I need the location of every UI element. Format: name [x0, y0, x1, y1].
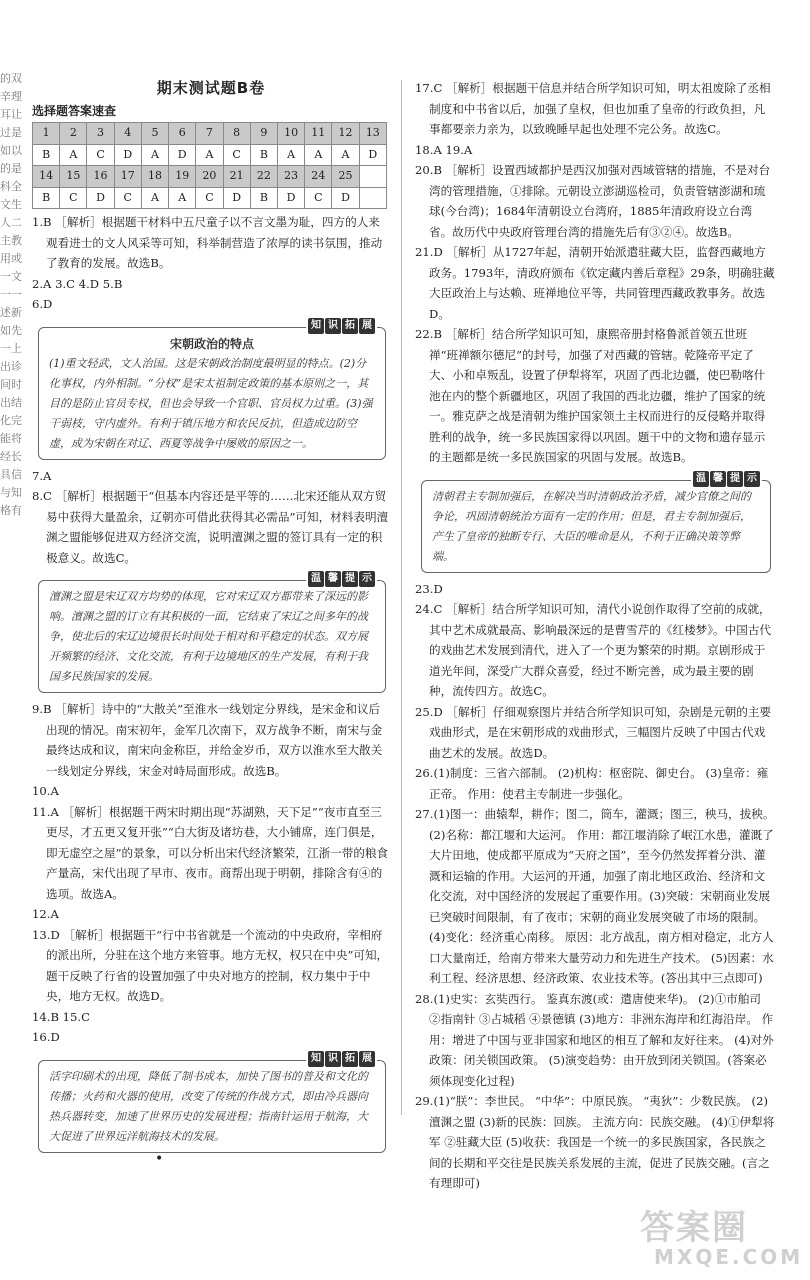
- question-number-cell: 21: [223, 166, 250, 188]
- question-number-cell: 19: [169, 166, 196, 188]
- answer-letter-cell: [359, 187, 386, 209]
- answer-q24: 24.C ［解析］结合所学知识可知，清代小说创作取得了空前的成就，其中艺术成就最高、影响最深远的是曹雪芹的《红楼梦》。中国古代的戏曲艺术发展到清代，进入了一个更为繁荣的时期。京剧形成于道光年间，深受广大群众喜爱，经过不断完善，成为最主要的剧种，流传四方。故选C。: [415, 602, 772, 698]
- knowledge-box-inventions: [38, 1052, 386, 1153]
- answer-letter-cell: B: [250, 144, 277, 166]
- answer-letter-cell: A: [196, 144, 223, 166]
- tip-badge: 温 馨 提 示: [306, 571, 377, 587]
- answer-letter-cell: B: [33, 144, 60, 166]
- page-edge-text: 的双辛理耳让过是如以的是科全文生人二主教用或一文一一述新如先一上出诊间时出结化完能将经长具信与知格有: [0, 72, 22, 517]
- question-number-cell: 5: [141, 123, 168, 145]
- column-divider: [401, 80, 402, 1115]
- watermark-line1: 答案圈: [640, 1208, 748, 1248]
- answer-q27: 27.(1)图一：曲辕犁，耕作；图二，筒车，灌溉；图三，秧马，拔秧。(2)名称：都江堰和大运河。 作用：都江堰消除了岷江水患，灌溉了大片田地，使成都平原成为“天府之国”，至今仍然发挥着分洪、灌溉和运输的作用。大运河的开通，加强了南北地区政治、经济和文化交流，对中国经济的发展起了重要作用。(3)突破：宋朝商业发展已突破时间限制，有了夜市；宋朝的商业发展突破了市场的限制。 (4)变化：经济重心南移。 原因：北方战乱，南方相对稳定，北方人口大量南迁，给南方带来大量劳动力和先进生产技术。 (5)因素：水利工程、经济思想、经济政策、农业技术等。(答出其中三点即可): [415, 807, 775, 985]
- answer-letter-cell: C: [87, 144, 114, 166]
- answer-q2-5: 2.A 3.C 4.D 5.B: [32, 276, 123, 291]
- answer-letter-cell: C: [60, 187, 87, 209]
- question-number-cell: 20: [196, 166, 223, 188]
- question-number-cell: 9: [250, 123, 277, 145]
- answer-q20: 20.B ［解析］设置西域都护是西汉加强对西域管辖的措施，不是对台湾的管理措施，①排除。元朝设立澎湖巡检司，负责管辖澎湖和琉球(今台湾)；1684年清朝设立台湾府，1885年清政府设立台湾省。故历代中央政府管理台湾的措施先后有③②④。故选B。: [415, 163, 771, 239]
- answer-letter-cell: D: [87, 187, 114, 209]
- answer-q18-19: 18.A 19.A: [415, 142, 473, 157]
- answer-letter-cell: A: [141, 144, 168, 166]
- question-number-cell: 16: [87, 166, 114, 188]
- question-number-cell: 23: [277, 166, 304, 188]
- knowledge-box-title: 宋朝政治的特点: [169, 336, 254, 351]
- answer-q26: 26.(1)制度：三省六部制。 (2)机构：枢密院、御史台。 (3)皇帝：雍正帝。 作用：使君主专制进一步强化。: [415, 766, 769, 801]
- question-number-cell: 11: [305, 123, 332, 145]
- answer-q9: 9.B ［解析］诗中的“大散关”至淮水一线划定分界线，是宋金和议后出现的情况。南宋初年，金军几次南下，双方战争不断，南宋与金最终达成和议，南宋向金称臣，并给金岁币，双方以淮水至大散关一线划定分界线，宋金对峙局面形成。故选B。: [32, 702, 383, 778]
- answer-letter-cell: D: [169, 144, 196, 166]
- question-number-cell: 18: [141, 166, 168, 188]
- tip-box-text: 澶渊之盟是宋辽双方均势的体现，它对宋辽双方都带来了深远的影响。澶渊之盟的订立有其积极的一面，它结束了宋辽之间多年的战争，使北后的宋辽边境很长时间处于相对和平稳定的状态。双方展开频繁的经济、文化交流，有利于边境地区的生产发展，有利于我国多民族国家的发展。: [49, 590, 368, 683]
- answer-letter-cell: D: [332, 187, 359, 209]
- answer-q10: 10.A: [32, 784, 59, 798]
- answer-letter-cell: A: [305, 144, 332, 166]
- answer-q8: 8.C ［解析］根据题干“但基本内容还是平等的……北宋还能从双方贸易中获得大量盈余，辽朝亦可借此获得其必需品”可知，材料表明澶渊之盟能够促进双方经济交流，说明澶渊之盟的签订具有一定的积极意义。故选C。: [32, 489, 389, 565]
- knowledge-badge: 知 识 拓 展: [306, 1051, 377, 1067]
- question-number-cell: 12: [332, 123, 359, 145]
- tip-badge: 温 馨 提 示: [691, 471, 762, 487]
- tip-box-qing: [421, 472, 771, 573]
- question-number-cell: 7: [196, 123, 223, 145]
- left-column: [32, 78, 390, 1159]
- watermark-line2: MXQE.COM: [654, 1245, 804, 1269]
- question-number-cell: 4: [114, 123, 141, 145]
- question-number-cell: 6: [169, 123, 196, 145]
- answer-q12: 12.A: [32, 907, 59, 921]
- answer-letter-cell: D: [277, 187, 304, 209]
- knowledge-box-text: (1)重文轻武，文人治国。这是宋朝政治制度最明显的特点。(2)分化事权，内外相制。“分权”是宋太祖制定政策的基本原则之一，其目的是防止官员专权，但也会导致一个官职、官员权力过重。(3)强干弱枝，守内虚外。有利于镇压地方和农民反抗，但造成边防空虚，成为宋朝在对辽、西夏等战争中屡败的原因之一。: [49, 356, 373, 450]
- knowledge-badge: 知 识 拓 展: [306, 318, 377, 334]
- answer-letter-cell: D: [359, 144, 386, 166]
- answer-q21: 21.D ［解析］从1727年起，清朝开始派遣驻藏大臣，监督西藏地方政务。1793年，清政府颁布《钦定藏内善后章程》29条，明确驻藏大臣政治上与达赖、班禅地位平等，共同管理西藏政教事务。故选D。: [415, 245, 775, 321]
- answer-letter-cell: C: [114, 187, 141, 209]
- answer-letter-cell: A: [277, 144, 304, 166]
- answer-q11: 11.A ［解析］根据题干两宋时期出现“苏湖熟，天下足”“夜市直至三更尽，才五更又复开张”“白大街及诸坊巷，大小铺席，连门俱是，即无虚空之屋”的景象，可以分析出宋代经济繁荣，江浙一带的粮食产量高，宋代出现了早市、夜市。商帮出现于明朝，排除含有④的选项。故选A。: [32, 804, 389, 901]
- question-number-cell: 15: [60, 166, 87, 188]
- right-column: [415, 78, 775, 1194]
- answer-letter-cell: B: [250, 187, 277, 209]
- question-number-cell: 25: [332, 166, 359, 188]
- answer-heading: 选择题答案速查: [32, 103, 117, 118]
- tip-box-text: 清朝君主专制加强后，在解决当时清朝政治矛盾，减少官僚之间的争论，巩固清朝统治方面有一定的作用；但是，君主专制加强后，产生了皇帝的独断专行、大臣的唯命是从，不利于正确决策等弊端。: [432, 489, 751, 563]
- answer-q23: 23.D: [415, 581, 443, 596]
- page-title: 期末测试题B卷: [156, 79, 266, 97]
- question-number-cell: 22: [250, 166, 277, 188]
- knowledge-box-song: [38, 319, 386, 460]
- answer-letter-cell: C: [305, 187, 332, 209]
- answer-q22: 22.B ［解析］结合所学知识可知，康熙帝册封格鲁派首领五世班禅“班禅额尔德尼”的封号，加强了对西藏的管辖。乾隆帝平定了大、小和卓叛乱，设置了伊犁将军，巩固了西北边疆，使巴勒喀什池在内的整个新疆地区，巩固了我国的西北边疆，维护了国家的统一。雅克萨之战是清朝为维护国家领土主权而进行的反侵略并取得胜利的战争，统一多民族国家得以巩固。题干中的文物和遗存显示的主题都是统一多民族国家的巩固与发展。故选B。: [415, 327, 766, 464]
- question-number-cell: 24: [305, 166, 332, 188]
- answer-letter-cell: C: [223, 144, 250, 166]
- answer-q13: 13.D ［解析］根据题干“行中书省就是一个流动的中央政府，宰相府的派出所，分驻在这个地方来管事。地方无权，权只在中央”可知，题干反映了行省的设置加强了中央对地方的控制，权力集中于中央，地方无权。故选D。: [32, 927, 389, 1003]
- question-number-cell: [359, 166, 386, 188]
- answer-q6: 6.D: [32, 297, 53, 311]
- answer-letter-cell: A: [141, 187, 168, 209]
- answer-q29: 29.(1)“朕”：李世民。 “中华”：中原民族。 “夷狄”：少数民族。 (2)澶渊之盟 (3)新的民族：回族。 主流方向：民族交融。 (4)①伊犁将军 ②驻藏大臣 (5)收获：我国是一个统一的多民族国家，各民族之间的长期和平交往是民族关系发展的主流，促进了民族交融。(言之有理即可): [415, 1094, 775, 1190]
- answer-table: [32, 122, 387, 209]
- answer-q1: 1.B ［解析］根据题干材料中五尺童子以不言文墨为耻，四方的人来观看进士的文人风采等可知，科举制营造了浓厚的读书氛围，推动了教育的发展。故选B。: [32, 215, 383, 270]
- answer-letter-cell: A: [60, 144, 87, 166]
- question-number-cell: 14: [33, 166, 60, 188]
- answer-letter-cell: C: [196, 187, 223, 209]
- answer-letter-cell: A: [332, 144, 359, 166]
- question-number-cell: 3: [87, 123, 114, 145]
- question-number-cell: 2: [60, 123, 87, 145]
- question-number-cell: 10: [277, 123, 304, 145]
- knowledge-box-text: 活字印刷术的出现，降低了制书成本，加快了图书的普及和文化的传播；火药和火器的使用，改变了传统的作战方式，即由冷兵器向热兵器转变，加速了世界历史的发展进程；指南针运用于航海，大大促进了世界远洋航海技术的发展。: [49, 1069, 368, 1143]
- answer-q14-15: 14.B 15.C: [32, 1009, 90, 1024]
- question-number-cell: 17: [114, 166, 141, 188]
- answer-letter-cell: A: [169, 187, 196, 209]
- answer-q28: 28.(1)史实：玄奘西行。 鉴真东渡(或：遣唐使来华)。 (2)①市舶司 ②指南针 ③占城稻 ④景德镇 (3)地方：非洲东海岸和红海沿岸。 作用：增进了中国与亚非国家和地区的相互了解和友好往来。 (4)对外政策：闭关锁国政策。 (5)演变趋势：由开放到闭关锁国。(答案必须体现变化过程): [415, 991, 774, 1088]
- watermark-logo: [640, 1200, 804, 1272]
- question-number-cell: 8: [223, 123, 250, 145]
- answer-letter-cell: B: [33, 187, 60, 209]
- question-number-cell: 13: [359, 123, 386, 145]
- tip-box-chanyuan: [38, 573, 386, 693]
- answer-q7: 7.A: [32, 468, 52, 483]
- answer-letter-cell: D: [223, 187, 250, 209]
- page-dot: •: [155, 1151, 164, 1167]
- answer-q16: 16.D: [32, 1030, 60, 1044]
- answer-letter-cell: D: [114, 144, 141, 166]
- answer-q17: 17.C ［解析］根据题干信息并结合所学知识可知，明太祖废除了丞相制度和中书省以后，加强了皇权，但也加重了皇帝的行政负担，凡事都要亲力亲为，以致晚睡早起也处理不完公务。故选C。: [415, 81, 771, 136]
- question-number-cell: 1: [33, 123, 60, 145]
- answer-q25: 25.D ［解析］仔细观察图片并结合所学知识可知，杂剧是元朝的主要戏曲形式，是在宋朝形成的戏曲形式，三幅图片反映了中国古代戏曲艺术的发展。故选D。: [415, 704, 772, 760]
